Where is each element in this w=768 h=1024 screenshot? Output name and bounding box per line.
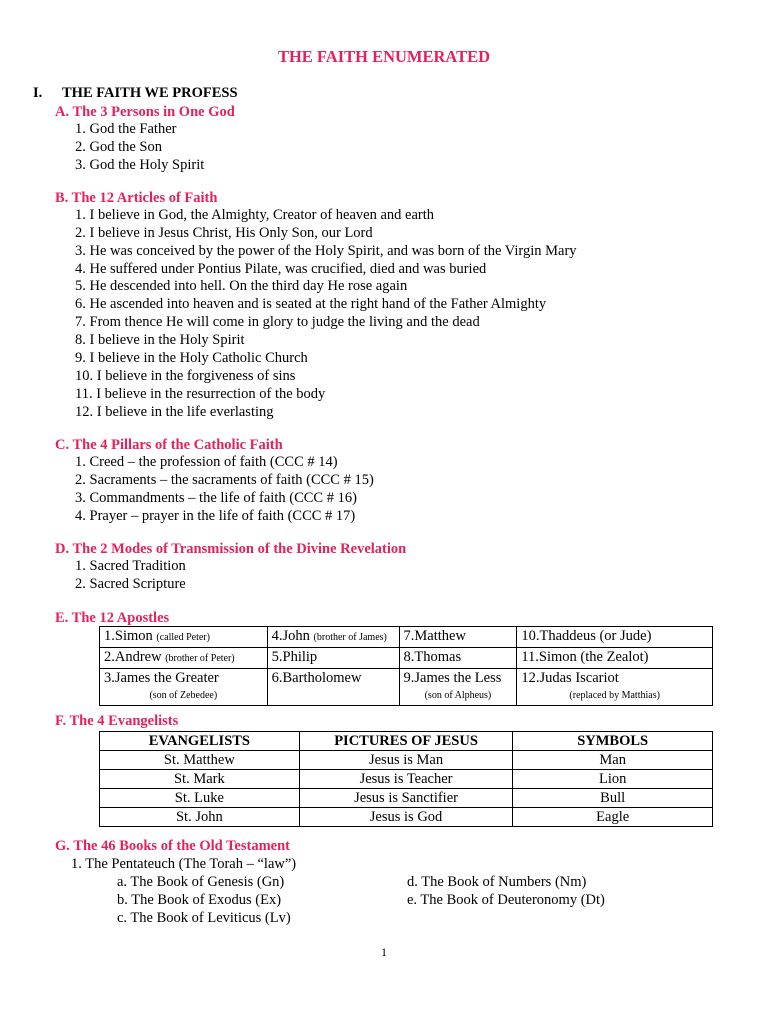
apostles-table xyxy=(99,626,713,706)
section-b-heading: B. The 12 Articles of Faith xyxy=(55,190,218,206)
list-item: 7. From thence He will come in glory to judge the living and the dead xyxy=(75,314,480,330)
table-cell: Man xyxy=(513,751,713,770)
table-cell: Eagle xyxy=(513,808,713,827)
table-cell: Jesus is Sanctifier xyxy=(299,789,513,808)
list-item: a. The Book of Genesis (Gn) xyxy=(117,874,285,890)
list-item: 12. I believe in the life everlasting xyxy=(75,404,274,420)
list-item: 2. Sacraments – the sacraments of faith (CCC # 15) xyxy=(75,472,374,488)
table-row xyxy=(100,770,713,789)
table-cell: 8.Thomas xyxy=(399,648,517,669)
evangelists-table xyxy=(99,731,713,827)
section-g-heading: G. The 46 Books of the Old Testament xyxy=(55,838,290,854)
section-c-heading: C. The 4 Pillars of the Catholic Faith xyxy=(55,437,283,453)
column-header: EVANGELISTS xyxy=(100,732,300,751)
list-item: c. The Book of Leviticus (Lv) xyxy=(117,910,291,926)
table-cell: Lion xyxy=(513,770,713,789)
list-item: 5. He descended into hell. On the third day He rose again xyxy=(75,278,408,294)
document-title: THE FAITH ENUMERATED xyxy=(277,47,491,66)
table-cell: St. Matthew xyxy=(100,751,300,770)
list-item: 3. Commandments – the life of faith (CCC # 16) xyxy=(75,490,357,506)
table-cell: St. John xyxy=(100,808,300,827)
table-cell: 4.John (brother of James) xyxy=(267,627,399,648)
table-cell: St. Luke xyxy=(100,789,300,808)
column-header: PICTURES OF JESUS xyxy=(299,732,513,751)
list-item: 2. I believe in Jesus Christ, His Only Son, our Lord xyxy=(75,225,373,241)
table-cell: 2.Andrew (brother of Peter) xyxy=(100,648,268,669)
list-item: 11. I believe in the resurrection of the body xyxy=(75,386,326,402)
table-cell: 12.Judas Iscariot (replaced by Matthias) xyxy=(517,669,713,706)
list-item: 2. Sacred Scripture xyxy=(75,576,186,592)
table-header-row xyxy=(100,732,713,751)
part-label: THE FAITH WE PROFESS xyxy=(62,85,238,101)
subsection-heading: 1. The Pentateuch (The Torah – “law”) xyxy=(71,856,297,872)
section-f-heading: F. The 4 Evangelists xyxy=(55,713,179,729)
list-item: e. The Book of Deuteronomy (Dt) xyxy=(407,892,605,908)
table-row xyxy=(100,789,713,808)
table-row xyxy=(100,648,713,669)
table-cell: 10.Thaddeus (or Jude) xyxy=(517,627,713,648)
list-item: 8. I believe in the Holy Spirit xyxy=(75,332,245,348)
table-row xyxy=(100,751,713,770)
table-cell: 1.Simon (called Peter) xyxy=(100,627,268,648)
column-header: SYMBOLS xyxy=(513,732,713,751)
list-item: 3. He was conceived by the power of the Holy Spirit, and was born of the Virgin Mary xyxy=(75,243,577,259)
list-item: 9. I believe in the Holy Catholic Church xyxy=(75,350,308,366)
list-item: 1. God the Father xyxy=(75,121,177,137)
list-item: 10. I believe in the forgiveness of sins xyxy=(75,368,296,384)
list-item: d. The Book of Numbers (Nm) xyxy=(407,874,587,890)
list-item: b. The Book of Exodus (Ex) xyxy=(117,892,282,908)
list-item: 6. He ascended into heaven and is seated at the right hand of the Father Almighty xyxy=(75,296,547,312)
list-item: 4. He suffered under Pontius Pilate, was crucified, died and was buried xyxy=(75,261,487,277)
list-item: 1. Sacred Tradition xyxy=(75,558,186,574)
table-cell: 3.James the Greater (son of Zebedee) xyxy=(100,669,268,706)
table-row xyxy=(100,808,713,827)
list-item: 3. God the Holy Spirit xyxy=(75,157,205,173)
part-number: I. xyxy=(33,85,43,101)
part-heading xyxy=(33,85,238,102)
list-item: 1. I believe in God, the Almighty, Creator of heaven and earth xyxy=(75,207,435,223)
table-cell: Jesus is Man xyxy=(299,751,513,770)
table-cell: Jesus is Teacher xyxy=(299,770,513,789)
list-item: 1. Creed – the profession of faith (CCC # 14) xyxy=(75,454,338,470)
table-row xyxy=(100,627,713,648)
page-number: 1 xyxy=(381,945,387,959)
list-item: 2. God the Son xyxy=(75,139,162,155)
table-cell: Jesus is God xyxy=(299,808,513,827)
list-item: 4. Prayer – prayer in the life of faith (CCC # 17) xyxy=(75,508,356,524)
table-cell: 7.Matthew xyxy=(399,627,517,648)
table-cell: 11.Simon (the Zealot) xyxy=(517,648,713,669)
table-cell: St. Mark xyxy=(100,770,300,789)
table-cell: 5.Philip xyxy=(267,648,399,669)
table-cell: 9.James the Less (son of Alpheus) xyxy=(399,669,517,706)
table-row xyxy=(100,669,713,706)
section-e-heading: E. The 12 Apostles xyxy=(55,610,170,626)
section-d-heading: D. The 2 Modes of Transmission of the Divine Revelation xyxy=(55,541,407,557)
table-cell: Bull xyxy=(513,789,713,808)
table-cell: 6.Bartholomew xyxy=(267,669,399,706)
section-a-heading: A. The 3 Persons in One God xyxy=(55,104,235,120)
